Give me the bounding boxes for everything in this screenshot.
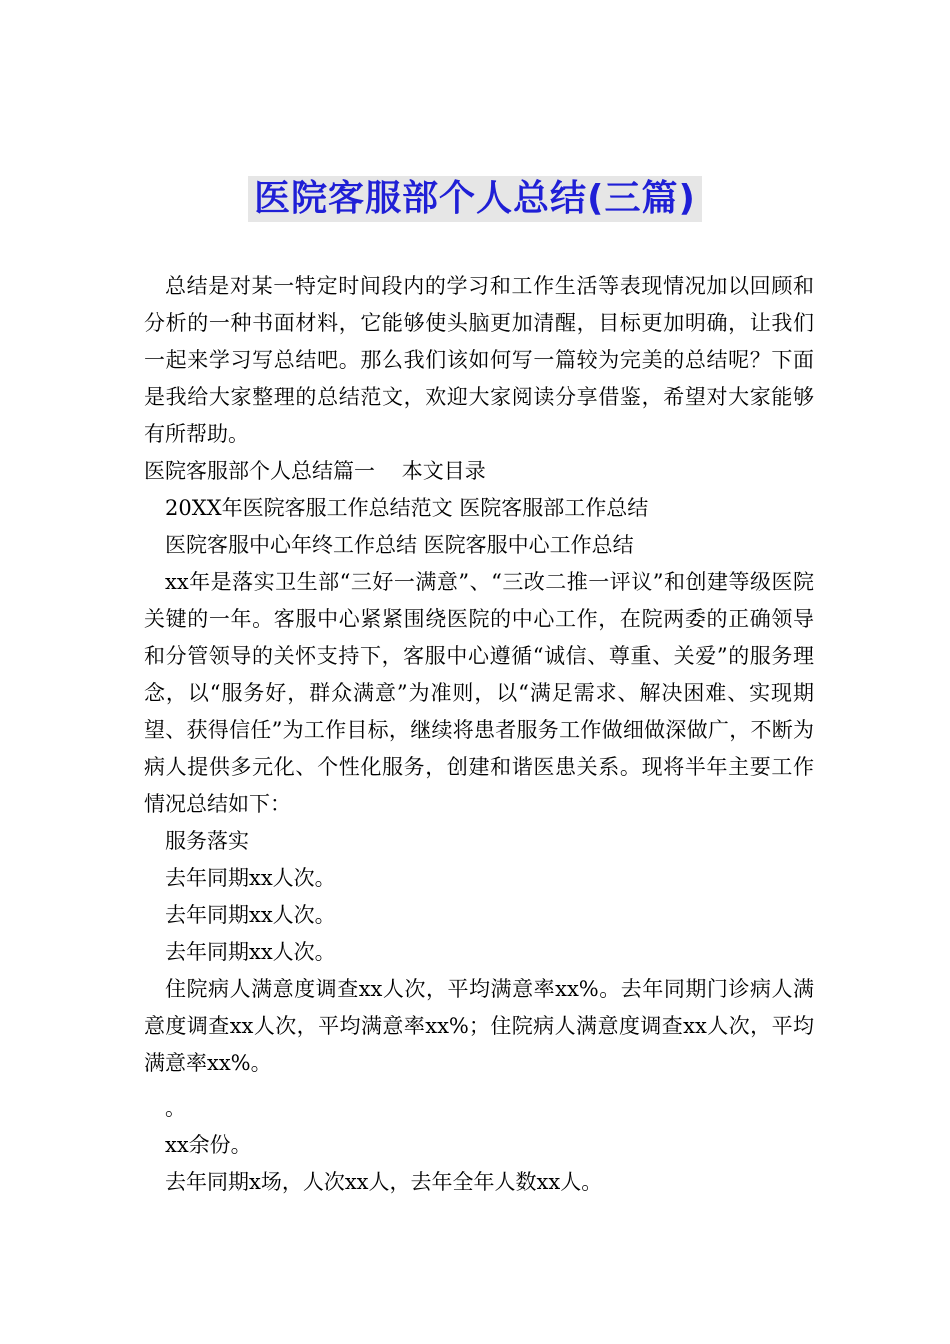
work-summary-paragraph: xx年是落实卫生部“三好一满意”、“三改二推一评议”和创建等级医院关键的一年。客服中心紧紧围绕医院的中心工作，在院两委的正确领导和分管领导的关怀支持下，客服中心遵循“诚信、尊重、关爱”的服务理念，以“服务好，群众满意”为准则，以“满足需求、解决困难、实现期望、获得信任”为工作目标，继续将患者服务工作做细做深做广，不断为病人提供多元化、个性化服务，创建和谐医患关系。现将半年主要工作情况总结如下：: [144, 570, 814, 816]
stat-line-2: 去年同期xx人次。: [165, 903, 336, 927]
intro-paragraph: 总结是对某一特定时间段内的学习和工作生活等表现情况加以回顾和分析的一种书面材料，它能够使头脑更加清醒，目标更加明确，让我们一起来学习写总结吧。那么我们该如何写一篇较为完美的总结呢？下面是我给大家整理的总结范文，欢迎大家阅读分享借鉴，希望对大家能够有所帮助。: [144, 274, 814, 446]
document-body: [144, 268, 814, 1201]
toc-item-2: 医院客服中心年终工作总结 医院客服中心工作总结: [165, 533, 634, 557]
stat-line-1: 去年同期xx人次。: [165, 866, 336, 890]
title-container: [0, 176, 950, 222]
toc-heading: 医院客服部个人总结篇一 本文目录: [144, 459, 486, 483]
satisfaction-paragraph: 住院病人满意度调查xx人次，平均满意率xx%。去年同期门诊病人满意度调查xx人次，平均满意率xx%；住院病人满意度调查xx人次，平均满意率xx%。: [144, 977, 814, 1075]
stat-line-3: 去年同期xx人次。: [165, 940, 336, 964]
spacer: [144, 1082, 814, 1090]
copies-line: xx余份。: [165, 1133, 252, 1157]
events-line: 去年同期x场，人次xx人，去年全年人数xx人。: [165, 1170, 603, 1194]
document-title: 医院客服部个人总结(三篇): [248, 176, 702, 222]
section-heading: 服务落实: [165, 829, 249, 853]
toc-item-1: 20XX年医院客服工作总结范文 医院客服部工作总结: [165, 496, 649, 520]
dot-line: 。: [165, 1096, 186, 1120]
